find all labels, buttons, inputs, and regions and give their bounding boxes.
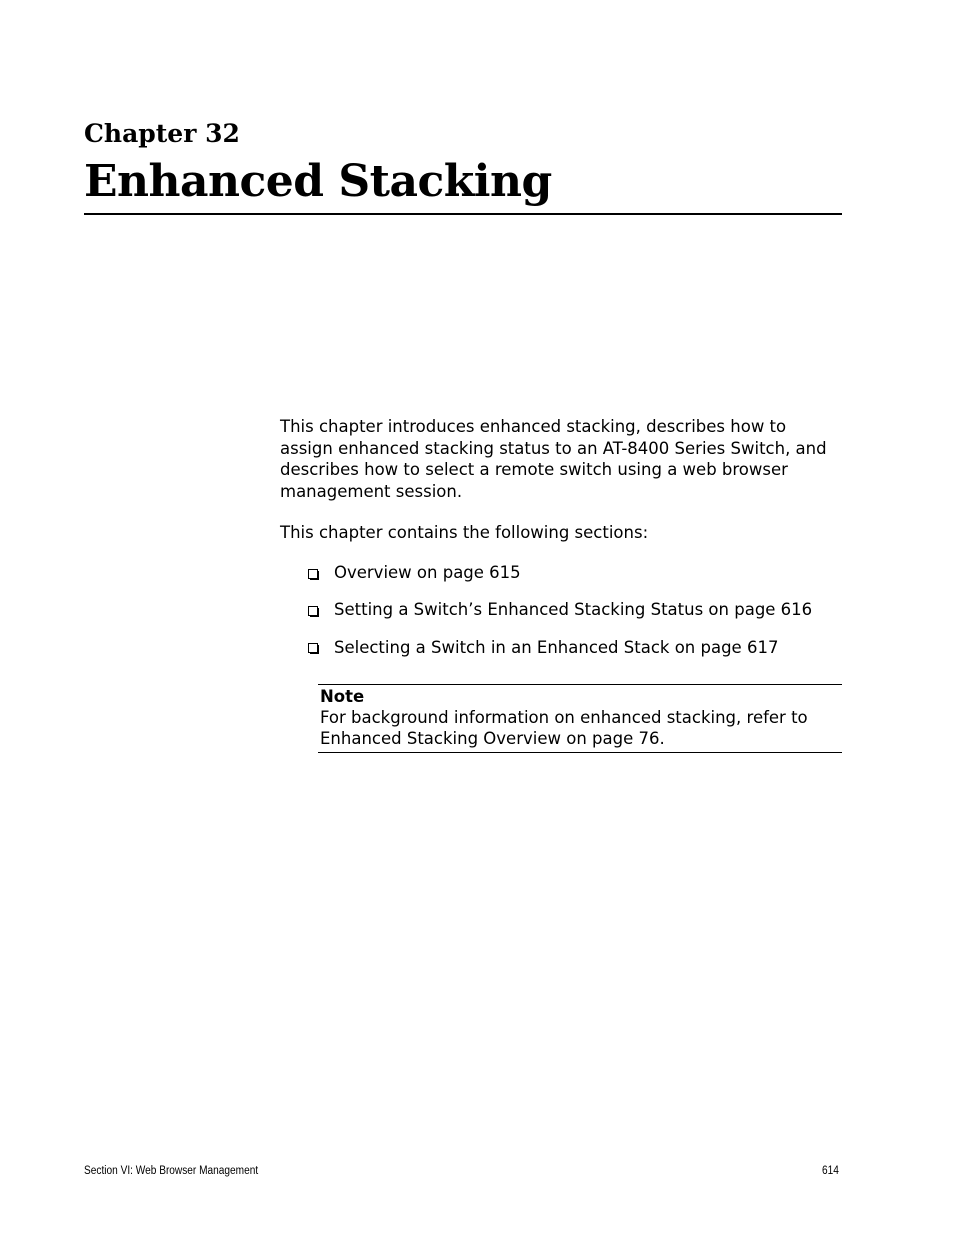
section-link-stacking-status[interactable]: Setting a Switch’s Enhanced Stacking Status on page 616: [334, 600, 813, 620]
section-link-overview[interactable]: Overview on page 615: [334, 563, 521, 582]
section-list: [308, 562, 812, 674]
footer-page-number: 614: [822, 1165, 839, 1177]
title-rule: [84, 213, 842, 215]
note-box: [318, 684, 842, 753]
chapter-label: Chapter 32: [84, 119, 240, 148]
list-item[interactable]: [308, 562, 812, 584]
list-item[interactable]: [308, 637, 812, 659]
list-item[interactable]: [308, 599, 812, 621]
footer-section-title: Section VI: Web Browser Management: [84, 1165, 259, 1177]
chapter-title: Enhanced Stacking: [84, 156, 552, 207]
intro-paragraph: This chapter introduces enhanced stacking, describes how to assign enhanced stacking status to an AT-8400 Series Switch, and describes how to select a remote switch using a web browser management session.: [280, 417, 827, 501]
checkbox-icon: [308, 569, 318, 579]
checkbox-icon: [308, 606, 318, 616]
contains-paragraph: This chapter contains the following sections:: [280, 523, 649, 542]
note-text: For background information on enhanced stacking, refer to Enhanced Stacking Overview on page 76.: [320, 708, 808, 748]
section-link-selecting-switch[interactable]: Selecting a Switch in an Enhanced Stack on page 617: [334, 637, 779, 657]
note-heading: Note: [320, 687, 365, 706]
checkbox-icon: [308, 643, 318, 653]
